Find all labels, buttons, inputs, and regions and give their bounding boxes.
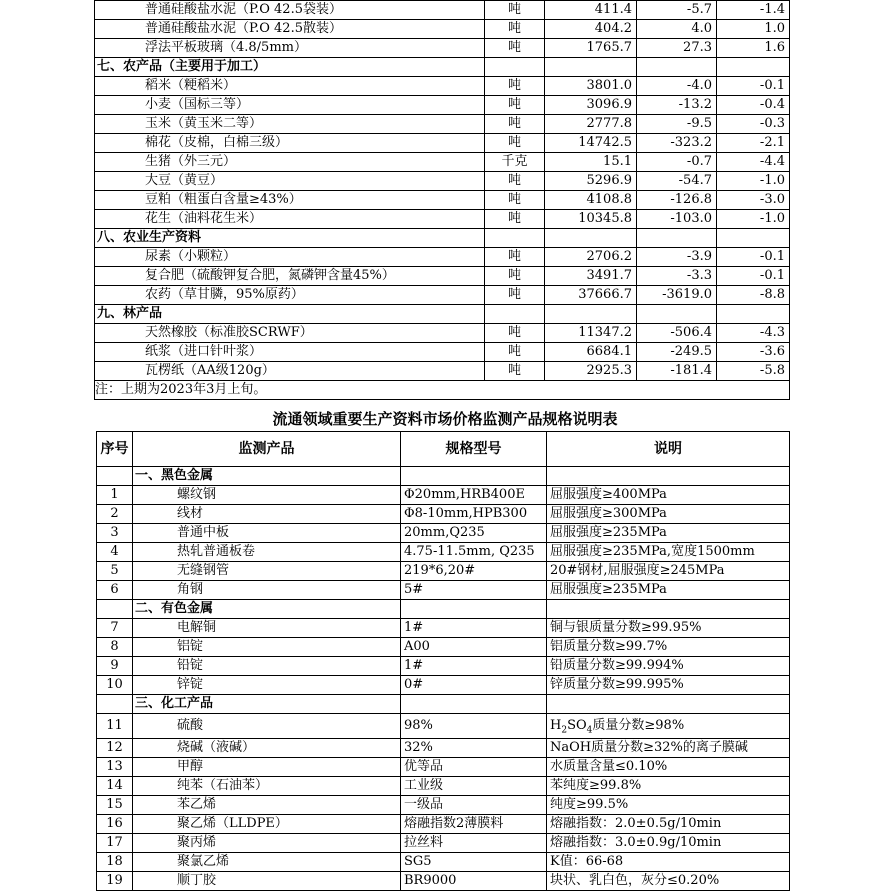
unit-cell: 吨 — [485, 172, 545, 191]
desc-cell: 铝质量分数≥99.7% — [547, 638, 790, 657]
note-row — [95, 381, 790, 400]
empty-cell — [547, 600, 790, 619]
product-name: 花生（油料花生米） — [95, 210, 485, 229]
change-cell: -181.4 — [637, 362, 717, 381]
price-cell: 3491.7 — [545, 267, 637, 286]
desc-cell: 20#钢材,屈服强度≥245MPa — [547, 562, 790, 581]
row-index: 7 — [97, 619, 133, 638]
product-name: 铅锭 — [133, 657, 401, 676]
product-name: 聚氯乙烯 — [133, 853, 401, 872]
product-name: 稻米（粳稻米） — [95, 77, 485, 96]
spec-cell: 1# — [401, 619, 547, 638]
category-label: 一、黑色金属 — [133, 467, 401, 486]
product-name: 生猪（外三元） — [95, 153, 485, 172]
empty-cell — [637, 229, 717, 248]
pct-cell: -3.0 — [717, 191, 790, 210]
table-row — [95, 248, 790, 267]
subscript-text: 4 — [586, 725, 593, 736]
spec-cell: 熔融指数2薄膜料 — [401, 815, 547, 834]
empty-cell — [547, 695, 790, 714]
desc-text: 质量分数≥98% — [592, 718, 685, 733]
desc-cell: 屈服强度≥235MPa — [547, 581, 790, 600]
unit-cell: 吨 — [485, 286, 545, 305]
spec-table — [96, 431, 790, 891]
product-name: 顺丁胶 — [133, 872, 401, 891]
empty-cell — [545, 305, 637, 324]
table-row — [97, 834, 790, 853]
table-row — [97, 638, 790, 657]
unit-cell: 吨 — [485, 1, 545, 20]
unit-cell: 吨 — [485, 96, 545, 115]
table-row — [95, 39, 790, 58]
row-index: 9 — [97, 657, 133, 676]
empty-cell — [97, 600, 133, 619]
table-row — [95, 191, 790, 210]
price-cell: 37666.7 — [545, 286, 637, 305]
product-name: 甲醇 — [133, 758, 401, 777]
change-cell: -3.3 — [637, 267, 717, 286]
change-cell: -0.7 — [637, 153, 717, 172]
product-name: 纯苯（石油苯） — [133, 777, 401, 796]
price-cell: 3096.9 — [545, 96, 637, 115]
table-row — [97, 562, 790, 581]
unit-cell: 千克 — [485, 153, 545, 172]
desc-cell: 屈服强度≥400MPa — [547, 486, 790, 505]
empty-cell — [637, 305, 717, 324]
unit-cell: 吨 — [485, 115, 545, 134]
spec-cell: 32% — [401, 739, 547, 758]
price-cell: 6684.1 — [545, 343, 637, 362]
table-row — [95, 1, 790, 20]
product-name: 聚丙烯 — [133, 834, 401, 853]
product-name: 电解铜 — [133, 619, 401, 638]
product-name: 尿素（小颗粒） — [95, 248, 485, 267]
price-cell: 411.4 — [545, 1, 637, 20]
change-cell: -4.0 — [637, 77, 717, 96]
table-row — [97, 853, 790, 872]
unit-cell: 吨 — [485, 324, 545, 343]
subscript-text: 2 — [561, 725, 568, 736]
desc-cell: 屈服强度≥300MPa — [547, 505, 790, 524]
row-index: 2 — [97, 505, 133, 524]
pct-cell: 1.6 — [717, 39, 790, 58]
table-row — [95, 210, 790, 229]
empty-cell — [401, 467, 547, 486]
unit-cell: 吨 — [485, 77, 545, 96]
header-spec: 规格型号 — [401, 432, 547, 467]
desc-cell: 水质量含量≤0.10% — [547, 758, 790, 777]
empty-cell — [485, 305, 545, 324]
product-name: 复合肥（硫酸钾复合肥，氮磷钾含量45%） — [95, 267, 485, 286]
unit-cell: 吨 — [485, 20, 545, 39]
table-row — [95, 77, 790, 96]
price-cell: 404.2 — [545, 20, 637, 39]
desc-cell: 苯纯度≥99.8% — [547, 777, 790, 796]
product-name: 聚乙烯（LLDPE） — [133, 815, 401, 834]
spec-cell: A00 — [401, 638, 547, 657]
pct-cell: -4.3 — [717, 324, 790, 343]
unit-cell: 吨 — [485, 191, 545, 210]
price-cell: 2777.8 — [545, 115, 637, 134]
desc-cell: 铅质量分数≥99.994% — [547, 657, 790, 676]
table-row — [95, 96, 790, 115]
table-row — [97, 815, 790, 834]
row-index: 4 — [97, 543, 133, 562]
product-name: 普通硅酸盐水泥（P.O 42.5散装） — [95, 20, 485, 39]
pct-cell: -5.8 — [717, 362, 790, 381]
table-row — [97, 486, 790, 505]
desc-cell: NaOH质量分数≥32%的离子膜碱 — [547, 739, 790, 758]
row-index: 14 — [97, 777, 133, 796]
category-label: 七、农产品（主要用于加工） — [95, 58, 485, 77]
spec-cell: 20mm,Q235 — [401, 524, 547, 543]
pct-cell: -0.1 — [717, 248, 790, 267]
spec-cell: 0# — [401, 676, 547, 695]
note-text: 注：上期为2023年3月上旬。 — [95, 381, 790, 400]
price-cell: 4108.8 — [545, 191, 637, 210]
pct-cell: -8.8 — [717, 286, 790, 305]
spec-cell: 4.75-11.5mm, Q235 — [401, 543, 547, 562]
pct-cell: -4.4 — [717, 153, 790, 172]
product-name: 螺纹钢 — [133, 486, 401, 505]
spec-table-title: 流通领域重要生产资料市场价格监测产品规格说明表 — [272, 410, 618, 428]
category-label: 三、化工产品 — [133, 695, 401, 714]
table-row — [97, 777, 790, 796]
change-cell: -13.2 — [637, 96, 717, 115]
desc-text: H — [550, 718, 562, 733]
pct-cell: 1.0 — [717, 20, 790, 39]
change-cell: -103.0 — [637, 210, 717, 229]
price-table — [94, 0, 790, 400]
price-cell: 14742.5 — [545, 134, 637, 153]
empty-cell — [717, 229, 790, 248]
header-desc: 说明 — [547, 432, 790, 467]
table-row — [95, 115, 790, 134]
product-name: 普通硅酸盐水泥（P.O 42.5袋装） — [95, 1, 485, 20]
row-index: 19 — [97, 872, 133, 891]
row-index: 13 — [97, 758, 133, 777]
empty-cell — [401, 600, 547, 619]
change-cell: -249.5 — [637, 343, 717, 362]
product-name: 小麦（国标三等） — [95, 96, 485, 115]
spec-cell: Φ8-10mm,HPB300 — [401, 505, 547, 524]
spec-cell: BR9000 — [401, 872, 547, 891]
empty-cell — [637, 58, 717, 77]
product-name: 无缝钢管 — [133, 562, 401, 581]
category-row — [95, 305, 790, 324]
desc-cell: 铜与银质量分数≥99.95% — [547, 619, 790, 638]
row-index: 3 — [97, 524, 133, 543]
spec-cell: Φ20mm,HRB400E — [401, 486, 547, 505]
desc-cell: 熔融指数：3.0±0.9g/10min — [547, 834, 790, 853]
table-row — [95, 362, 790, 381]
spec-table-header — [97, 432, 790, 467]
product-name: 角钢 — [133, 581, 401, 600]
pct-cell: -1.0 — [717, 210, 790, 229]
spec-cell: SG5 — [401, 853, 547, 872]
table-row — [97, 714, 790, 739]
row-index: 6 — [97, 581, 133, 600]
price-cell: 2925.3 — [545, 362, 637, 381]
table-row — [97, 619, 790, 638]
empty-cell — [717, 58, 790, 77]
unit-cell: 吨 — [485, 248, 545, 267]
unit-cell: 吨 — [485, 210, 545, 229]
desc-cell: 屈服强度≥235MPa — [547, 524, 790, 543]
product-name: 天然橡胶（标准胶SCRWF） — [95, 324, 485, 343]
category-row — [95, 229, 790, 248]
spec-cell: 一级品 — [401, 796, 547, 815]
change-cell: -323.2 — [637, 134, 717, 153]
product-name: 锌锭 — [133, 676, 401, 695]
table-row — [97, 676, 790, 695]
pct-cell: -0.3 — [717, 115, 790, 134]
product-name: 线材 — [133, 505, 401, 524]
pct-cell: -0.1 — [717, 267, 790, 286]
table-row — [95, 286, 790, 305]
product-name: 纸浆（进口针叶浆） — [95, 343, 485, 362]
price-cell: 15.1 — [545, 153, 637, 172]
table-row — [97, 505, 790, 524]
table-row — [97, 524, 790, 543]
price-cell: 1765.7 — [545, 39, 637, 58]
unit-cell: 吨 — [485, 362, 545, 381]
table-row — [97, 543, 790, 562]
unit-cell: 吨 — [485, 267, 545, 286]
desc-cell: 块状、乳白色，灰分≤0.20% — [547, 872, 790, 891]
product-name: 棉花（皮棉，白棉三级） — [95, 134, 485, 153]
change-cell: 27.3 — [637, 39, 717, 58]
spec-cell: 98% — [401, 714, 547, 739]
row-index: 5 — [97, 562, 133, 581]
product-name: 豆粕（粗蛋白含量≥43%） — [95, 191, 485, 210]
spec-cell: 工业级 — [401, 777, 547, 796]
desc-cell: K值：66-68 — [547, 853, 790, 872]
change-cell: -126.8 — [637, 191, 717, 210]
desc-cell: 锌质量分数≥99.995% — [547, 676, 790, 695]
empty-cell — [97, 467, 133, 486]
table-row — [95, 153, 790, 172]
price-cell: 3801.0 — [545, 77, 637, 96]
empty-cell — [97, 695, 133, 714]
table-row — [95, 267, 790, 286]
pct-cell: -3.6 — [717, 343, 790, 362]
product-name: 玉米（黄玉米二等） — [95, 115, 485, 134]
product-name: 硫酸 — [133, 714, 401, 739]
desc-text: SO — [567, 718, 587, 733]
empty-cell — [485, 58, 545, 77]
change-cell: -3619.0 — [637, 286, 717, 305]
empty-cell — [485, 229, 545, 248]
product-name: 烧碱（液碱） — [133, 739, 401, 758]
row-index: 12 — [97, 739, 133, 758]
price-cell: 2706.2 — [545, 248, 637, 267]
table-row — [95, 20, 790, 39]
row-index: 17 — [97, 834, 133, 853]
price-cell: 10345.8 — [545, 210, 637, 229]
product-name: 普通中板 — [133, 524, 401, 543]
table-row — [95, 134, 790, 153]
change-cell: -9.5 — [637, 115, 717, 134]
table-row — [97, 796, 790, 815]
change-cell: 4.0 — [637, 20, 717, 39]
product-name: 苯乙烯 — [133, 796, 401, 815]
table-row — [97, 657, 790, 676]
pct-cell: -2.1 — [717, 134, 790, 153]
empty-cell — [547, 467, 790, 486]
table-row — [97, 581, 790, 600]
header-seq: 序号 — [97, 432, 133, 467]
empty-cell — [545, 58, 637, 77]
change-cell: -3.9 — [637, 248, 717, 267]
category-row — [97, 467, 790, 486]
unit-cell: 吨 — [485, 134, 545, 153]
table-row — [95, 343, 790, 362]
pct-cell: -0.4 — [717, 96, 790, 115]
spec-cell: 219*6,20# — [401, 562, 547, 581]
product-name: 浮法平板玻璃（4.8/5mm） — [95, 39, 485, 58]
price-cell: 5296.9 — [545, 172, 637, 191]
product-name: 热轧普通板卷 — [133, 543, 401, 562]
category-label: 八、农业生产资料 — [95, 229, 485, 248]
row-index: 16 — [97, 815, 133, 834]
spec-cell: 1# — [401, 657, 547, 676]
change-cell: -5.7 — [637, 1, 717, 20]
unit-cell: 吨 — [485, 343, 545, 362]
empty-cell — [401, 695, 547, 714]
desc-cell: 熔融指数：2.0±0.5g/10min — [547, 815, 790, 834]
pct-cell: -1.0 — [717, 172, 790, 191]
table-row — [95, 324, 790, 343]
spec-cell: 拉丝料 — [401, 834, 547, 853]
unit-cell: 吨 — [485, 39, 545, 58]
table-row — [97, 872, 790, 891]
table-row — [97, 739, 790, 758]
header-product: 监测产品 — [133, 432, 401, 467]
pct-cell: -0.1 — [717, 77, 790, 96]
table-row — [95, 172, 790, 191]
empty-cell — [717, 305, 790, 324]
row-index: 1 — [97, 486, 133, 505]
pct-cell: -1.4 — [717, 1, 790, 20]
product-name: 农药（草甘膦，95%原药） — [95, 286, 485, 305]
empty-cell — [545, 229, 637, 248]
desc-cell: 屈服强度≥235MPa,宽度1500mm — [547, 543, 790, 562]
row-index: 15 — [97, 796, 133, 815]
change-cell: -54.7 — [637, 172, 717, 191]
price-cell: 11347.2 — [545, 324, 637, 343]
product-name: 铝锭 — [133, 638, 401, 657]
row-index: 10 — [97, 676, 133, 695]
change-cell: -506.4 — [637, 324, 717, 343]
desc-cell: 纯度≥99.5% — [547, 796, 790, 815]
row-index: 8 — [97, 638, 133, 657]
spec-cell: 优等品 — [401, 758, 547, 777]
product-name: 瓦楞纸（AA级120g） — [95, 362, 485, 381]
desc-cell — [547, 714, 790, 739]
row-index: 11 — [97, 714, 133, 739]
row-index: 18 — [97, 853, 133, 872]
category-label: 九、林产品 — [95, 305, 485, 324]
category-row — [97, 695, 790, 714]
table-row — [97, 758, 790, 777]
product-name: 大豆（黄豆） — [95, 172, 485, 191]
spec-cell: 5# — [401, 581, 547, 600]
category-row — [97, 600, 790, 619]
category-label: 二、有色金属 — [133, 600, 401, 619]
category-row — [95, 58, 790, 77]
